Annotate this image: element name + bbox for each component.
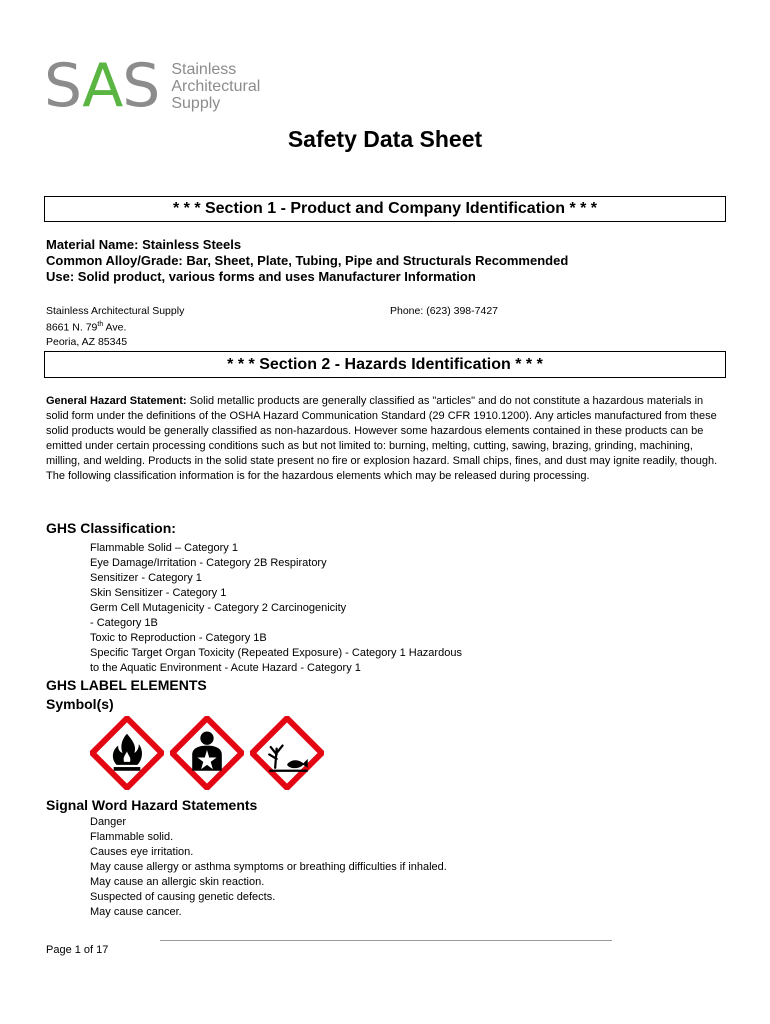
company-logo <box>44 51 261 121</box>
street-suffix: Ave. <box>103 321 127 334</box>
list-item: May cause an allergic skin reaction. <box>90 876 265 888</box>
signal-word-heading: Signal Word Hazard Statements <box>46 797 258 813</box>
logo-letter-s2: S <box>122 51 160 121</box>
list-item: Flammable solid. <box>90 831 174 843</box>
street-number: 8661 N. 79 <box>46 321 98 334</box>
hazard-statement-label: General Hazard Statement: <box>46 395 187 407</box>
ghs-classification-list <box>90 541 462 676</box>
ghs-label-elements-heading: GHS LABEL ELEMENTS <box>46 677 207 693</box>
company-address <box>46 304 184 349</box>
list-item: Germ Cell Mutagenicity - Category 2 Carcinogenicity <box>90 602 347 614</box>
flame-pictogram-icon <box>90 716 164 790</box>
street-address <box>46 318 184 335</box>
product-use: Use: Solid product, various forms and uses Manufacturer Information <box>46 269 476 284</box>
list-item: Danger <box>90 816 127 828</box>
logo-letter-a: A <box>82 51 123 121</box>
list-item: Skin Sensitizer - Category 1 <box>90 587 227 599</box>
list-item: Causes eye irritation. <box>90 846 194 858</box>
common-alloy: Common Alloy/Grade: Bar, Sheet, Plate, Tubing, Pipe and Structurals Recommended <box>46 253 569 268</box>
logo-mark <box>44 51 160 121</box>
list-item: Toxic to Reproduction - Category 1B <box>90 632 267 644</box>
list-item: Suspected of causing genetic defects. <box>90 891 276 903</box>
list-item: to the Aquatic Environment - Acute Hazard - Category 1 <box>90 662 361 674</box>
ghs-classification-heading: GHS Classification: <box>46 520 176 536</box>
logo-line-2: Architectural <box>171 77 261 95</box>
list-item: Sensitizer - Category 1 <box>90 572 202 584</box>
general-hazard-statement <box>46 394 726 484</box>
section-2-heading: * * * Section 2 - Hazards Identification * * * <box>44 351 726 378</box>
hazard-statement-text: Solid metallic products are generally classified as "articles" and do not constitute a hazardous materials in solid form under the definitions of the OSHA Hazard Communication Standard (29 CFR 1910.1200). Any articles manufactured from these solid products would be generally classified as non-hazardous. However some hazardous elements contained in these products can be emitted under certain processing conditions such as but not limited to: burning, melting, cutting, sawing, brazing, grinding, machining, milling, and welding. Products in the solid state present no fire or explosion hazard. Small chips, fines, and dust may ignite readily, though. The following classification information is for the hazardous elements which may be released during processing. <box>46 395 718 482</box>
document-title: Safety Data Sheet <box>287 126 483 152</box>
logo-letter-s1: S <box>44 51 83 121</box>
material-name: Material Name: Stainless Steels <box>46 237 242 252</box>
footer-divider <box>160 940 612 941</box>
symbols-heading: Symbol(s) <box>46 696 114 712</box>
logo-line-3: Supply <box>171 94 221 112</box>
material-info <box>46 237 568 285</box>
list-item: - Category 1B <box>90 617 158 629</box>
hazard-statements-list <box>90 815 447 920</box>
city-state-zip: Peoria, AZ 85345 <box>46 335 128 348</box>
health-hazard-pictogram-icon <box>170 716 244 790</box>
street-ordinal: th <box>97 321 104 328</box>
logo-line-1: Stainless <box>171 60 237 78</box>
logo-wordmark <box>171 61 260 112</box>
page-number: Page 1 of 17 <box>46 944 109 956</box>
list-item: May cause allergy or asthma symptoms or breathing difficulties if inhaled. <box>90 861 447 873</box>
environment-pictogram-icon <box>250 716 324 790</box>
section-1-heading: * * * Section 1 - Product and Company Identification * * * <box>44 196 726 222</box>
ghs-pictograms <box>90 716 324 790</box>
company-name: Stainless Architectural Supply <box>46 305 185 317</box>
list-item: May cause cancer. <box>90 906 182 918</box>
list-item: Flammable Solid – Category 1 <box>90 542 238 554</box>
list-item: Specific Target Organ Toxicity (Repeated Exposure) - Category 1 Hazardous <box>90 647 462 659</box>
company-phone: Phone: (623) 398-7427 <box>390 305 498 317</box>
list-item: Eye Damage/Irritation - Category 2B Respiratory <box>90 557 327 569</box>
